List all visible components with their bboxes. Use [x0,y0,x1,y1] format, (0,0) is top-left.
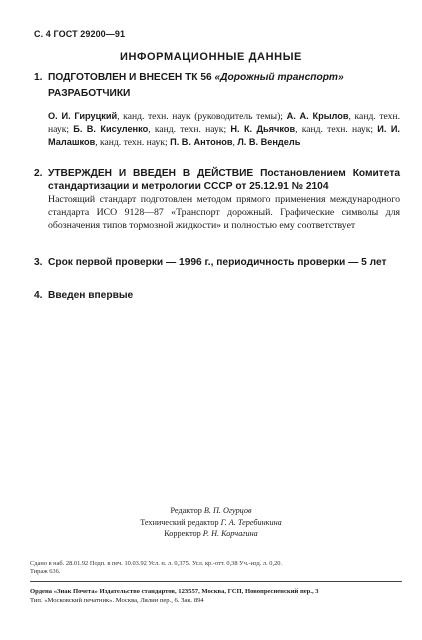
item-number: 4. [34,290,43,301]
publisher-line: Ордена «Знак Почета» Издательство стандартов, 123557, Москва, ГСП, Новопресненский пер., 3 [30,588,319,595]
footer-divider [30,581,402,582]
proofreader-name: Р. Н. Корчагина [202,529,258,538]
developer-name: Н. К. Дьячков [230,124,296,134]
item-text: Срок первой проверки — 1996 г., периодичность проверки — 5 лет [48,257,387,268]
imprint-block [30,560,402,577]
imprint-line: Сдано в наб. 28.01.92 Подп. в печ. 10.03.92 Усл. п. л. 0,375. Усл. кр.-отт. 0,38 Уч.-изд. л. 0,20. [30,560,283,567]
item-lead: ПОДГОТОВЛЕН И ВНЕСЕН ТК 56 [48,72,212,83]
info-item-2 [34,167,400,232]
developers-list: О. И. Гируцкий, канд. техн. наук (руководитель темы); А. А. Крылов, канд. техн. наук; Б. В. Кисуленко, канд. техн. наук; Н. К. Дьячков, канд. техн. наук; И. И. Малашков, канд. техн. наук; П. В. Антонов, Л. В. Вендель [48,111,401,148]
editor-name: В. П. Огурцов [203,506,252,515]
publisher-footer [30,588,402,605]
printer-line: Тип. «Московский печатник». Москва, Лялин пер., 6. Зак. 894 [30,596,204,604]
developer-name: Б. В. Кисуленко [73,124,149,134]
developers-heading: РАЗРАБОТЧИКИ [48,88,131,99]
item-number: 1. [34,72,43,83]
editors-block [0,505,422,540]
page-header: С. 4 ГОСТ 29200—91 [34,29,126,39]
item-text: Введен впервые [48,290,134,301]
developer-name: А. А. Крылов [286,111,349,121]
developer-name: О. И. Гируцкий [48,111,118,121]
info-item-3 [34,256,400,269]
editor-line: Редактор В. П. Огурцов [170,506,252,515]
imprint-line: Тираж 636. [30,568,61,576]
proofreader-line: Корректор Р. Н. Корчагина [164,529,258,538]
item-text: Настоящий стандарт подготовлен методом прямого применения международного стандарта ИСО 9128—87 «Транспорт дорожный. Графические символы для обозначения типов тормозной жидкости» и полностью ему соответствует [48,194,400,231]
item-number: 2. [34,168,43,179]
tech-editor-name: Г. А. Теребинкина [220,517,282,527]
section-title: ИНФОРМАЦИОННЫЕ ДАННЫЕ [119,51,302,63]
developer-name: И. И. Малашков [48,124,400,147]
developer-name: П. В. Антонов [170,137,233,147]
committee-name: «Дорожный транспорт» [214,72,344,83]
resolution-reference: Постановлением Комитета стандартизации и метрологии СССР от 25.12.91 № 2104 [48,168,400,192]
item-lead: УТВЕРЖДЕН И ВВЕДЕН В ДЕЙСТВИЕ [48,168,254,179]
tech-editor-line: Технический редактор Г. А. Теребинкина [140,517,282,527]
info-item-1 [34,71,400,100]
item-number: 3. [34,257,43,268]
developer-name: Л. В. Вендель [237,137,301,147]
info-item-4 [34,289,400,302]
